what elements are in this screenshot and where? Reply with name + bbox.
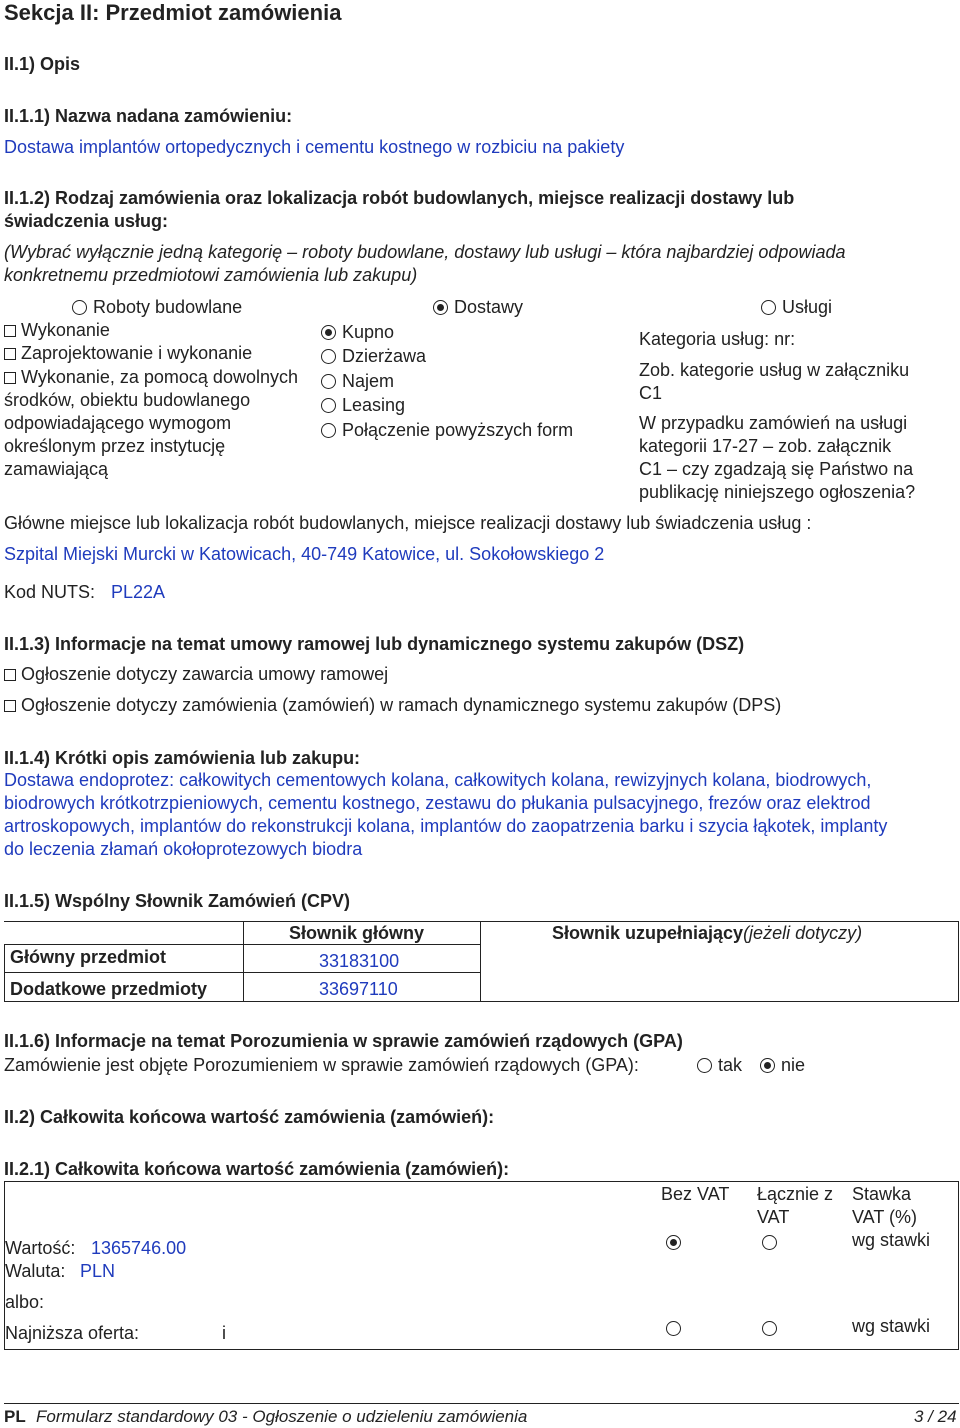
roboty-extra-text: środków, obiektu budowlanego xyxy=(4,390,251,410)
uslugi-note: W przypadku zamówień na usługi xyxy=(639,413,908,433)
radio-dostawy[interactable]: Dostawy xyxy=(433,297,523,318)
roboty-extra-text: określonym przez instytucję xyxy=(4,436,226,456)
wartosc-value: 1365746.00 xyxy=(91,1238,187,1258)
zob-kategorie: Zob. kategorie usług w załączniku xyxy=(639,360,910,380)
roboty-extra-text: zamawiającą xyxy=(4,459,109,479)
checkbox-icon xyxy=(4,669,16,681)
radio-on-icon xyxy=(666,1235,681,1250)
radio-kupno[interactable]: Kupno xyxy=(321,322,394,343)
header-stawka: Stawka xyxy=(852,1184,912,1204)
radio-lacznie-vat[interactable] xyxy=(762,1232,783,1253)
radio-polaczenie[interactable]: Połączenie powyższych form xyxy=(321,420,573,441)
rodzaj-note-cont: konkretnemu przedmiotowi zamówienia lub zakupu) xyxy=(4,265,418,285)
uslugi-note: publikację niniejszego ogłoszenia? xyxy=(639,482,916,502)
checkbox-wykonanie-srodki[interactable]: Wykonanie, za pomocą dowolnych xyxy=(4,367,298,388)
header-stawka-cont: VAT (%) xyxy=(852,1207,918,1227)
heading-wartosc: II.2) Całkowita końcowa wartość zamówienia (zamówień): xyxy=(4,1107,495,1127)
cpv-header-uzup: Słownik uzupełniający(jeżeli dotyczy) xyxy=(552,923,863,943)
checkbox-wykonanie[interactable]: Wykonanie xyxy=(4,320,110,341)
radio-on-icon xyxy=(321,325,336,340)
radio-off-icon xyxy=(666,1321,681,1336)
radio-on-icon xyxy=(760,1058,775,1073)
uslugi-note: C1 – czy zgadzają się Państwo na xyxy=(639,459,914,479)
opis-line: do leczenia złamań okołoprotezowych biodra xyxy=(4,839,363,859)
opis-line: biodrowych krótkotrzpieniowych, cementu kostnego, zestawu do płukania pulsacyjnego, frezów oraz elektrod xyxy=(4,793,871,813)
opis-line: Dostawa endoprotez: całkowitych cementowych kolana, całkowitych kolana, rewizyjnych kolana, biodrowych, xyxy=(4,770,872,790)
radio-off-icon xyxy=(321,374,336,389)
uslugi-note: kategorii 17-27 – zob. załącznik xyxy=(639,436,892,456)
radio-gpa-nie[interactable]: nie xyxy=(760,1055,805,1076)
checkbox-zaprojektowanie[interactable]: Zaprojektowanie i wykonanie xyxy=(4,343,252,364)
opis-line: artroskopowych, implantów do rekonstrukcji kolana, implantów do zaopatrzenia barku i szycia łąkotek, implanty xyxy=(4,816,888,836)
rodzaj-note: (Wybrać wyłącznie jedną kategorię – roboty budowlane, dostawy lub usługi – która najbardziej odpowiada xyxy=(4,242,846,262)
footer-lang: PL xyxy=(4,1407,26,1426)
heading-wartosc-sub: II.2.1) Całkowita końcowa wartość zamówienia (zamówień): xyxy=(4,1159,510,1179)
heading-cpv: II.1.5) Wspólny Słownik Zamówień (CPV) xyxy=(4,891,351,911)
radio-off-icon xyxy=(72,300,87,315)
radio-dzierzawa[interactable]: Dzierżawa xyxy=(321,346,426,367)
header-bez-vat: Bez VAT xyxy=(661,1184,730,1204)
cpv-extra-code: 33697110 xyxy=(319,979,398,999)
radio-bez-vat-2[interactable] xyxy=(666,1318,687,1339)
radio-off-icon xyxy=(321,423,336,438)
radio-leasing[interactable]: Leasing xyxy=(321,395,405,416)
radio-najem[interactable]: Najem xyxy=(321,371,394,392)
header-lacznie: Łącznie z xyxy=(757,1184,834,1204)
najnizsza-label: Najniższa oferta: xyxy=(5,1323,140,1343)
miejsce-label: Główne miejsce lub lokalizacja robót budowlanych, miejsce realizacji dostawy lub świadczenia usług : xyxy=(4,513,812,533)
radio-off-icon xyxy=(761,300,776,315)
radio-off-icon xyxy=(321,349,336,364)
radio-uslugi[interactable]: Usługi xyxy=(761,297,832,318)
radio-gpa-tak[interactable]: tak xyxy=(697,1055,742,1076)
nuts-value: PL22A xyxy=(111,582,166,602)
radio-off-icon xyxy=(321,398,336,413)
heading-opis: II.1) Opis xyxy=(4,54,81,74)
radio-off-icon xyxy=(762,1235,777,1250)
footer-page: 3 / 24 xyxy=(914,1407,957,1426)
roboty-extra-text: odpowiadającego wymogom xyxy=(4,413,232,433)
miejsce-value: Szpital Miejski Murcki w Katowicach, 40-749 Katowice, ul. Sokołowskiego 2 xyxy=(4,544,605,564)
checkbox-umowa-ramowa[interactable]: Ogłoszenie dotyczy zawarcia umowy ramowej xyxy=(4,664,388,685)
heading-dsz: II.1.3) Informacje na temat umowy ramowej lub dynamicznego systemu zakupów (DSZ) xyxy=(4,634,745,654)
checkbox-icon xyxy=(4,372,16,384)
heading-rodzaj-cont: świadczenia usług: xyxy=(4,211,169,231)
checkbox-icon xyxy=(4,348,16,360)
header-lacznie-cont: VAT xyxy=(757,1207,790,1227)
wartosc-label: Wartość: xyxy=(5,1238,76,1258)
heading-opis-krotki: II.1.4) Krótki opis zamówienia lub zakupu: xyxy=(4,748,361,768)
checkbox-icon xyxy=(4,325,16,337)
stawka-value: wg stawki xyxy=(852,1230,931,1250)
nuts-label: Kod NUTS: xyxy=(4,582,96,602)
heading-nazwa: II.1.1) Nazwa nadana zamówieniu: xyxy=(4,106,293,126)
cpv-row-label: Dodatkowe przedmioty xyxy=(10,979,208,999)
zob-kategorie-cont: C1 xyxy=(639,383,663,403)
gpa-question: Zamówienie jest objęte Porozumieniem w sprawie zamówień rządowych (GPA): xyxy=(4,1055,639,1075)
radio-lacznie-vat-2[interactable] xyxy=(762,1318,783,1339)
waluta-label: Waluta: xyxy=(5,1261,66,1281)
radio-roboty[interactable]: Roboty budowlane xyxy=(72,297,242,318)
section-title: Sekcja II: Przedmiot zamówienia xyxy=(4,0,342,25)
kategoria-uslug: Kategoria usług: nr: xyxy=(639,329,796,349)
stawka-value-2: wg stawki xyxy=(852,1316,931,1336)
cpv-header-glowny: Słownik główny xyxy=(289,923,425,943)
heading-rodzaj: II.1.2) Rodzaj zamówienia oraz lokalizacja robót budowlanych, miejsce realizacji dostawy lub xyxy=(4,188,795,208)
waluta-value: PLN xyxy=(80,1261,116,1281)
nazwa-value: Dostawa implantów ortopedycznych i cementu kostnego w rozbiciu na pakiety xyxy=(4,137,625,157)
footer-form-name: Formularz standardowy 03 - Ogłoszenie o udzieleniu zamówienia xyxy=(36,1407,528,1426)
radio-on-icon xyxy=(433,300,448,315)
radio-bez-vat[interactable] xyxy=(666,1232,687,1253)
heading-gpa: II.1.6) Informacje na temat Porozumienia w sprawie zamówień rządowych (GPA) xyxy=(4,1031,683,1051)
cpv-row-label: Główny przedmiot xyxy=(10,947,167,967)
checkbox-icon xyxy=(4,700,16,712)
checkbox-dps[interactable]: Ogłoszenie dotyczy zamówienia (zamówień) w ramach dynamicznego systemu zakupów (DPS) xyxy=(4,695,781,716)
radio-off-icon xyxy=(697,1058,712,1073)
radio-off-icon xyxy=(762,1321,777,1336)
najnizsza-i: i xyxy=(222,1323,226,1343)
albo-label: albo: xyxy=(5,1292,45,1312)
cpv-main-code: 33183100 xyxy=(319,951,400,971)
